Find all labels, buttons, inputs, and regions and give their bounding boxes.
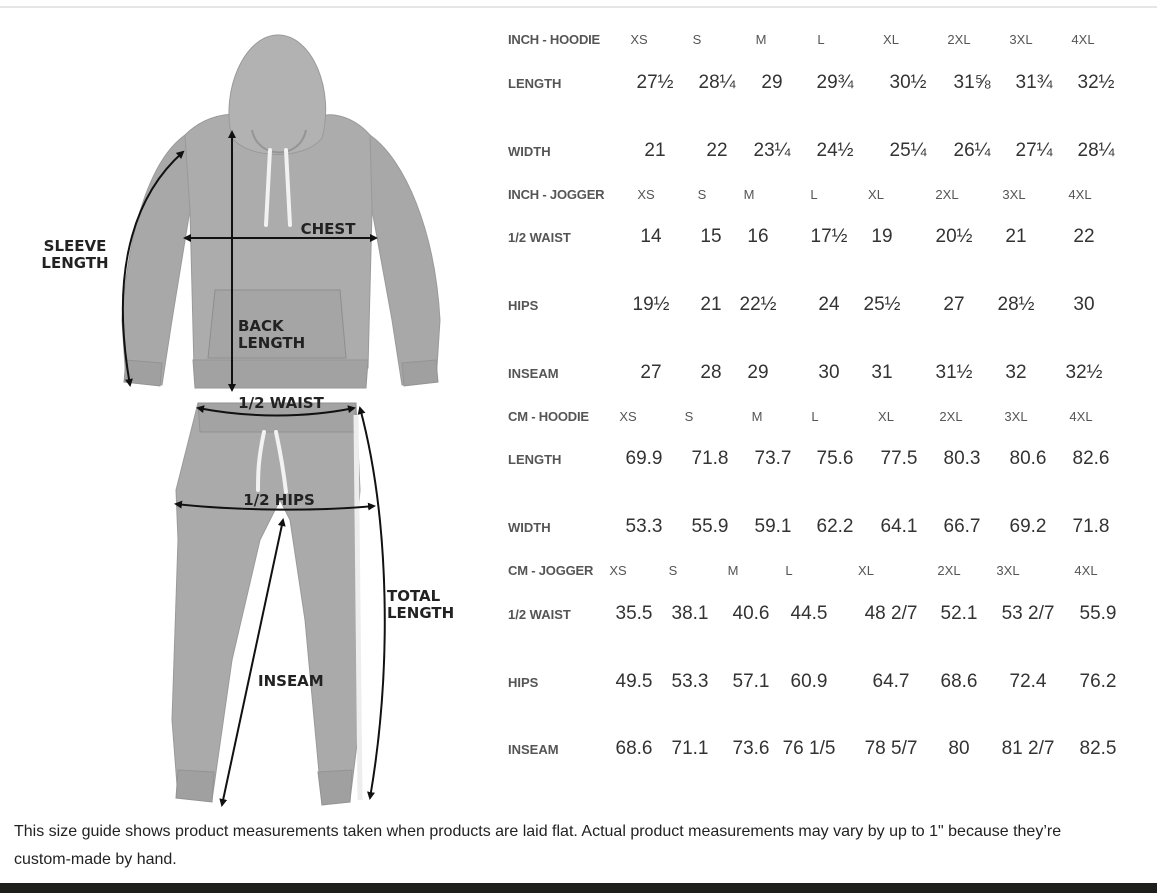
size-header: XL — [868, 187, 884, 202]
measurement-value: 30 — [818, 362, 840, 383]
measurement-value: 38.1 — [671, 603, 709, 624]
back-length-label-line2: LENGTH — [238, 334, 306, 352]
measurement-value: 75.6 — [816, 448, 854, 469]
size-header: 2XL — [947, 32, 971, 47]
size-header: L — [811, 409, 819, 424]
total-length-label-line2: LENGTH — [387, 604, 455, 622]
measurement-value: 26¼ — [953, 140, 991, 161]
size-header: 4XL — [1071, 32, 1095, 47]
sleeve-length-label-line1: SLEEVE — [43, 237, 107, 255]
size-header: 3XL — [1002, 187, 1026, 202]
table-title: INCH - JOGGER — [508, 187, 605, 202]
measurement-value: 64.7 — [872, 671, 910, 692]
table-title: INCH - HOODIE — [508, 32, 601, 47]
measurement-value: 27½ — [636, 72, 674, 93]
measurement-value: 30 — [1073, 294, 1095, 315]
measurement-value: 32 — [1005, 362, 1027, 383]
size-header: XS — [609, 563, 627, 578]
size-header: 4XL — [1068, 187, 1092, 202]
measurement-value: 17½ — [810, 226, 848, 247]
measurement-value: 48 2/7 — [864, 603, 918, 624]
measurement-value: 68.6 — [940, 671, 978, 692]
measurement-value: 19 — [871, 226, 893, 247]
half-hips-label: 1/2 HIPS — [243, 491, 315, 509]
measurement-value: 28½ — [997, 294, 1035, 315]
size-header: 3XL — [996, 563, 1020, 578]
measurement-label: LENGTH — [508, 452, 562, 467]
measurement-value: 71.8 — [1072, 516, 1110, 537]
size-header: 2XL — [937, 563, 961, 578]
measurement-value: 69.2 — [1009, 516, 1047, 537]
measurement-value: 20½ — [935, 226, 973, 247]
measurement-value: 53.3 — [625, 516, 663, 537]
table-title: CM - JOGGER — [508, 563, 594, 578]
measurement-value: 24½ — [816, 140, 854, 161]
measurement-value: 82.6 — [1072, 448, 1110, 469]
size-header: M — [743, 187, 755, 202]
size-guide-caption: This size guide shows product measurements taken when products are laid flat. Actual product measurements may vary by up to 1" because they’re custom-made by hand. — [14, 823, 1062, 868]
table-title: CM - HOODIE — [508, 409, 589, 424]
size-header: M — [727, 563, 739, 578]
measurement-value: 29 — [761, 72, 783, 93]
size-header: XL — [858, 563, 874, 578]
measurement-value: 66.7 — [943, 516, 981, 537]
measurement-value: 49.5 — [615, 671, 653, 692]
measurement-value: 32½ — [1077, 72, 1115, 93]
sleeve-length-label-line2: LENGTH — [41, 254, 109, 272]
measurement-label: HIPS — [508, 675, 539, 690]
size-header: XS — [630, 32, 648, 47]
size-header: XL — [883, 32, 899, 47]
measurement-value: 30½ — [889, 72, 927, 93]
measurement-value: 77.5 — [880, 448, 918, 469]
size-header: 2XL — [939, 409, 963, 424]
size-header: S — [668, 563, 678, 578]
measurement-value: 57.1 — [732, 671, 770, 692]
measurement-label: INSEAM — [508, 366, 559, 381]
measurement-value: 27 — [943, 294, 965, 315]
measurement-value: 27 — [640, 362, 662, 383]
measurement-value: 14 — [640, 226, 662, 247]
measurement-value: 29¾ — [816, 72, 854, 93]
total-length-label-line1: TOTAL — [387, 587, 441, 605]
size-header: M — [751, 409, 763, 424]
measurement-value: 68.6 — [615, 738, 653, 759]
measurement-value: 21 — [644, 140, 666, 161]
size-header: XS — [637, 187, 655, 202]
size-header: L — [817, 32, 825, 47]
size-header: 3XL — [1004, 409, 1028, 424]
measurement-value: 25½ — [863, 294, 901, 315]
measurement-value: 31½ — [935, 362, 973, 383]
measurement-value: 55.9 — [1079, 603, 1117, 624]
measurement-value: 16 — [747, 226, 769, 247]
measurement-label: WIDTH — [508, 520, 551, 535]
measurement-value: 60.9 — [790, 671, 828, 692]
measurement-value: 64.1 — [880, 516, 918, 537]
measurement-value: 31 — [871, 362, 893, 383]
measurement-value: 40.6 — [732, 603, 770, 624]
measurement-value: 78 5/7 — [864, 738, 918, 759]
measurement-value: 21 — [1005, 226, 1027, 247]
size-header: L — [810, 187, 818, 202]
measurement-value: 71.1 — [671, 738, 709, 759]
measurement-value: 22 — [706, 140, 728, 161]
measurement-value: 82.5 — [1079, 738, 1117, 759]
measurement-value: 80 — [948, 738, 970, 759]
measurement-label: LENGTH — [508, 76, 562, 91]
footer-bar — [0, 883, 1157, 893]
measurement-value: 80.6 — [1009, 448, 1047, 469]
size-header: S — [692, 32, 702, 47]
measurement-label: INSEAM — [508, 742, 559, 757]
measurement-value: 55.9 — [691, 516, 729, 537]
size-header: S — [684, 409, 694, 424]
measurement-value: 32½ — [1065, 362, 1103, 383]
measurement-value: 76.2 — [1079, 671, 1117, 692]
measurement-value: 59.1 — [754, 516, 792, 537]
size-header: XS — [619, 409, 637, 424]
measurement-label: WIDTH — [508, 144, 551, 159]
measurement-value: 81 2/7 — [1001, 738, 1055, 759]
inseam-label: INSEAM — [258, 672, 324, 690]
size-header: 4XL — [1069, 409, 1093, 424]
measurement-value: 28¼ — [1077, 140, 1115, 161]
size-header: 4XL — [1074, 563, 1098, 578]
measurement-value: 35.5 — [615, 603, 653, 624]
measurement-value: 25¼ — [889, 140, 927, 161]
measurement-value: 24 — [818, 294, 840, 315]
measurement-value: 62.2 — [816, 516, 854, 537]
measurement-label: 1/2 WAIST — [508, 607, 571, 622]
chest-label: CHEST — [300, 220, 356, 238]
measurement-value: 52.1 — [940, 603, 978, 624]
measurement-value: 53 2/7 — [1001, 603, 1055, 624]
size-header: 2XL — [935, 187, 959, 202]
back-length-label-line1: BACK — [238, 317, 284, 335]
size-header: 3XL — [1009, 32, 1033, 47]
measurement-value: 23¼ — [753, 140, 791, 161]
measurement-value: 19½ — [632, 294, 670, 315]
size-header: M — [755, 32, 767, 47]
measurement-value: 71.8 — [691, 448, 729, 469]
size-header: L — [785, 563, 793, 578]
measurement-value: 28¼ — [698, 72, 736, 93]
measurement-label: 1/2 WAIST — [508, 230, 571, 245]
measurement-value: 29 — [747, 362, 769, 383]
measurement-value: 31⅝ — [953, 72, 991, 93]
measurement-value: 22½ — [739, 294, 777, 315]
size-header: XL — [878, 409, 894, 424]
measurement-value: 73.6 — [732, 738, 770, 759]
measurement-value: 44.5 — [790, 603, 828, 624]
measurement-value: 27¼ — [1015, 140, 1053, 161]
half-waist-label: 1/2 WAIST — [238, 394, 324, 412]
measurement-value: 73.7 — [754, 448, 792, 469]
measurement-value: 53.3 — [671, 671, 709, 692]
measurement-value: 21 — [700, 294, 722, 315]
measurement-value: 15 — [700, 226, 722, 247]
measurement-value: 31¾ — [1015, 72, 1053, 93]
measurement-value: 80.3 — [943, 448, 981, 469]
measurement-value: 22 — [1073, 226, 1095, 247]
size-header: S — [697, 187, 707, 202]
measurement-value: 72.4 — [1009, 671, 1047, 692]
measurement-value: 76 1/5 — [782, 738, 836, 759]
measurement-label: HIPS — [508, 298, 539, 313]
measurement-value: 28 — [700, 362, 722, 383]
measurement-value: 69.9 — [625, 448, 663, 469]
